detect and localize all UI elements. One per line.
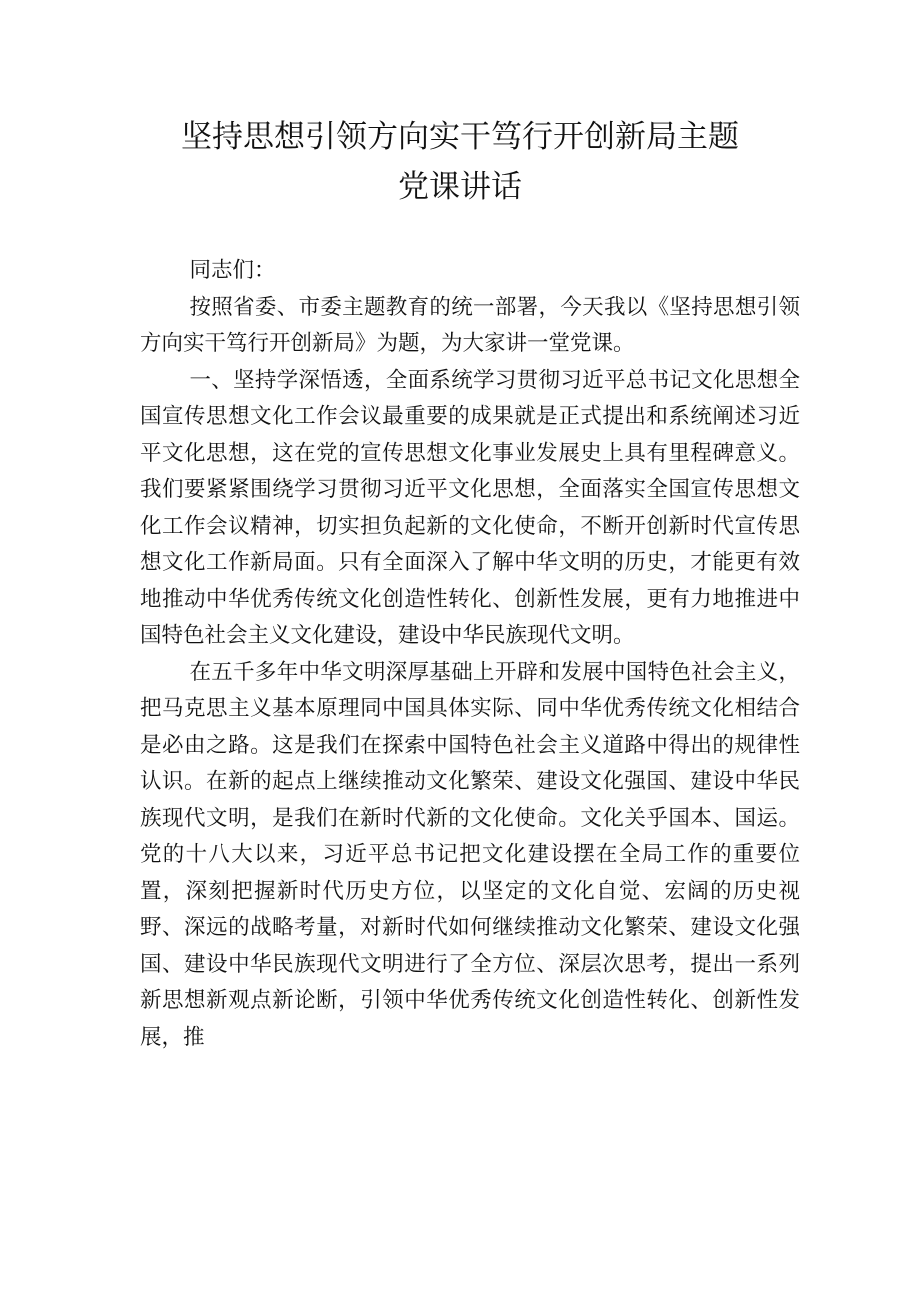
document-title-line-1: 坚持思想引领方向实干笃行开创新局主题 — [181, 119, 739, 155]
salutation: 同志们： — [189, 258, 276, 283]
paragraph-civilization: 在五千多年中华文明深厚基础上开辟和发展中国特色社会主义，把马克思主义基本原理同中国具体实际、同中华优秀传统文化相结合是必由之路。这是我们在探索中国特色社会主义道路中得出的规律性认识。在新的起点上继续推动文化繁荣、建设文化强国、建设中华民族现代文明，是我们在新时代新的文化使命。文化关乎国本、国运。党的十八大以来，习近平总书记把文化建设摆在全局工作的重要位置，深刻把握新时代历史方位，以坚定的文化自觉、宏阔的历史视野、深远的战略考量，对新时代如何继续推动文化繁荣、建设文化强国、建设中华民族现代文明进行了全方位、深层次思考，提出一系列新思想新观点新论断，引领中华优秀传统文化创造性转化、创新性发展，推 — [140, 659, 800, 1050]
paragraph-section-one: 一、坚持学深悟透，全面系统学习贯彻习近平总书记文化思想全国宣传思想文化工作会议最重要的成果就是正式提出和系统阐述习近平文化思想，这在党的宣传思想文化事业发展史上具有里程碑意义。我们要紧紧围绕学习贯彻习近平文化思想，全面落实全国宣传思想文化工作会议精神，切实担负起新的文化使命，不断开创新时代宣传思想文化工作新局面。只有全面深入了解中华文明的历史，才能更有效地推动中华优秀传统文化创造性转化、创新性发展，更有力地推进中国特色社会主义文化建设，建设中华民族现代文明。 — [140, 367, 800, 648]
document-title-line-2: 党课讲话 — [398, 169, 522, 205]
document-body — [140, 253, 800, 1056]
paragraph-intro: 按照省委、市委主题教育的统一部署，今天我以《坚持思想引领方向实干笃行开创新局》为题，为大家讲一堂党课。 — [140, 294, 800, 356]
